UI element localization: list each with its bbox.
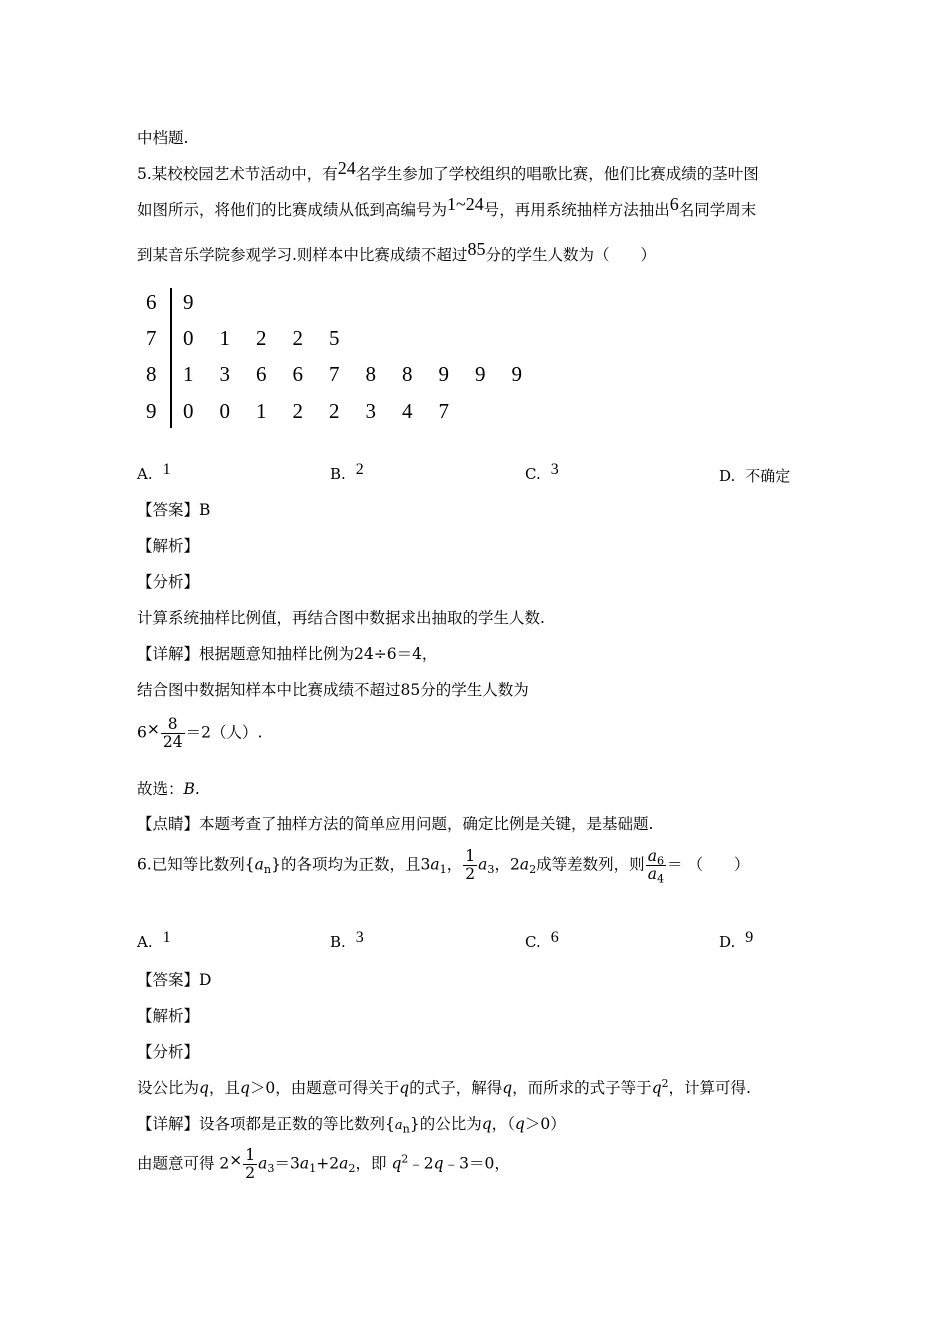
subscript: n (263, 862, 272, 876)
numerator (646, 848, 666, 866)
blank: （ ） (687, 855, 750, 874)
q5-answer: 【答案】B (137, 501, 211, 519)
leaf-value: 2 (256, 326, 267, 350)
leaf-value: 0 (219, 399, 230, 423)
leaf-value: 1 (183, 362, 194, 386)
leaf-value: 1 (256, 399, 267, 423)
leaf-value: 0 (183, 399, 194, 423)
leaf-value: 9 (511, 362, 522, 386)
q5-option-b[interactable] (330, 461, 364, 484)
leaf-value: 2 (292, 399, 303, 423)
leaf-value: 0 (183, 326, 194, 350)
q6-fenxi-text (137, 1078, 751, 1098)
leaf-value: 8 (365, 362, 376, 386)
q6-fenxi: 【分析】 (137, 1043, 200, 1061)
subscript: 3 (487, 862, 495, 876)
var: a (254, 855, 264, 874)
text: 分的学生人数为（ ） (485, 246, 656, 264)
text: 故选： (137, 780, 184, 798)
leaf-value: 3 (219, 362, 230, 386)
number: 1~24 (447, 194, 484, 214)
q6-option-a[interactable] (137, 929, 171, 952)
subscript: n (402, 1122, 410, 1136)
text: 成等差数列，则 (536, 855, 645, 874)
option-value: 2 (355, 461, 364, 478)
option-label: C. (525, 933, 541, 951)
leaf-value: 7 (438, 399, 449, 423)
text: ，且 (208, 1079, 240, 1097)
text: 到某音乐学院参观学习.则样本中比赛成绩不超过 (137, 246, 468, 264)
leaf-value: 6 (256, 362, 267, 386)
leaf-value: 1 (219, 326, 230, 350)
text: 号，再用系统抽样方法抽出 (483, 201, 670, 219)
choice: B. (183, 780, 200, 798)
q5-line-3 (137, 239, 656, 265)
option-label: D. (719, 467, 736, 485)
denominator: 2 (465, 865, 476, 884)
superscript: 2 (661, 1076, 669, 1090)
subscript: 4 (656, 872, 665, 886)
text: ＝2（人）. (185, 723, 263, 742)
option-value: 1 (162, 461, 171, 478)
times-sign: × (229, 1150, 243, 1169)
numerator: 1 (245, 1146, 256, 1164)
stem-value: 7 (146, 326, 157, 350)
text: 由题意可得 2 (137, 1154, 230, 1173)
var: a (339, 1154, 349, 1173)
var-q: q (514, 1115, 525, 1133)
text: ，2 (494, 855, 520, 874)
option-label: A. (137, 465, 153, 483)
option-value: 不确定 (745, 467, 791, 485)
var: a (394, 1118, 403, 1133)
text: 名学生参加了学校组织的唱歌比赛，他们比赛成绩的茎叶图 (355, 165, 759, 183)
stem-value: 9 (146, 399, 157, 423)
q5-jiexi: 【解析】 (137, 537, 200, 555)
leaf-value: 9 (183, 290, 194, 314)
q6-option-c[interactable] (525, 929, 559, 952)
subscript: 2 (348, 1161, 356, 1175)
subscript: 2 (529, 862, 537, 876)
q5-fenxi: 【分析】 (137, 573, 200, 591)
equals: ＝ (667, 855, 683, 874)
q5-comment: 【点睛】本题考查了抽样方法的简单应用问题，确定比例是关键，是基础题. (137, 815, 654, 833)
q5-line-1 (137, 158, 759, 184)
q6-option-d[interactable] (719, 929, 754, 952)
text: ，计算可得. (668, 1079, 751, 1097)
var-q: q (199, 1079, 209, 1097)
text: 名同学周末 (678, 201, 757, 219)
subscript: 3 (267, 1161, 275, 1175)
intro-line: 中档题. (137, 129, 189, 147)
option-label: B. (330, 465, 346, 483)
leaf-value: 4 (402, 399, 413, 423)
var: a (519, 855, 530, 874)
text: +2 (316, 1154, 340, 1173)
text: 的式子，解得 (409, 1079, 503, 1097)
denominator: 24 (162, 733, 183, 752)
text: ﹣3＝0， (443, 1154, 510, 1173)
subscript: 6 (656, 854, 665, 868)
numerator: 1 (465, 847, 476, 865)
var-q: q (239, 1079, 250, 1097)
q6-jiexi: 【解析】 (137, 1007, 200, 1025)
q6-answer: 【答案】D (137, 971, 212, 989)
leaf-value: 2 (329, 399, 340, 423)
q5-choose (137, 779, 200, 799)
fraction (161, 716, 185, 751)
fraction-half (463, 848, 477, 883)
times-sign: × (146, 719, 160, 738)
q5-detail-2: 结合图中数据知样本中比赛成绩不超过85分的学生人数为 (137, 681, 529, 699)
var: a (647, 865, 657, 884)
option-label: B. (330, 933, 346, 951)
q6-last (137, 1147, 510, 1182)
superscript: 2 (401, 1152, 409, 1166)
q5-detail: 【详解】根据题意知抽样比例为24÷6＝4， (137, 645, 438, 663)
leaf-value: 6 (292, 362, 303, 386)
var-q: q (399, 1079, 410, 1097)
numerator: 8 (161, 716, 185, 734)
var: a (258, 1154, 268, 1173)
leaf-value: 9 (475, 362, 486, 386)
stem-value: 6 (146, 290, 157, 314)
option-label: C. (525, 465, 541, 483)
subscript: 1 (439, 862, 447, 876)
number: 24 (337, 158, 356, 178)
leaf-value: 7 (329, 362, 340, 386)
leaf-value: 5 (329, 326, 340, 350)
var-q: q (651, 1079, 662, 1097)
stem-value: 8 (146, 362, 157, 386)
text: ＝3 (274, 1154, 300, 1173)
text: }的公比为 (409, 1115, 482, 1133)
text: 6 (137, 723, 147, 742)
denominator (646, 865, 666, 886)
var: a (478, 855, 488, 874)
leaf-value: 2 (292, 326, 303, 350)
fraction-a6-a4 (646, 847, 666, 886)
text: 【详解】设各项都是正数的等比数列{ (137, 1115, 395, 1133)
option-label: A. (137, 933, 153, 951)
q5-option-d[interactable] (719, 465, 790, 486)
fraction-half (243, 1147, 257, 1182)
q5-calc (137, 716, 262, 751)
var: a (430, 855, 440, 874)
text: ＞0，由题意可得关于 (249, 1079, 400, 1097)
option-value: 1 (162, 929, 171, 946)
denominator: 2 (245, 1164, 256, 1183)
q5-option-c[interactable] (525, 461, 559, 484)
text: ， (446, 855, 463, 874)
q5-fenxi-text: 计算系统抽样比例值，再结合图中数据求出抽取的学生人数. (137, 609, 545, 627)
text: 设公比为 (137, 1079, 200, 1097)
var-q: q (391, 1154, 402, 1173)
text: }的各项均为正数，且3 (271, 855, 431, 874)
option-label: D. (719, 933, 736, 951)
leaf-value: 3 (365, 399, 376, 423)
option-value: 3 (355, 929, 364, 946)
text: 如图所示，将他们的比赛成绩从低到高编号为 (137, 201, 448, 219)
q5-option-a[interactable] (137, 461, 171, 484)
var-q: q (502, 1079, 513, 1097)
q6-stem (137, 847, 750, 886)
subscript: 1 (309, 1161, 317, 1175)
leaf-value: 9 (438, 362, 449, 386)
q6-detail (137, 1114, 566, 1136)
q6-option-b[interactable] (330, 929, 364, 952)
text: ，即 (355, 1154, 387, 1173)
text: ＞0） (524, 1115, 566, 1133)
number: 6 (669, 194, 679, 214)
text: 5.某校校园艺术节活动中，有 (137, 165, 338, 183)
leaf-value: 8 (402, 362, 413, 386)
text: ﹣2 (408, 1154, 434, 1173)
option-value: 6 (550, 929, 559, 946)
text: ，而所求的式子等于 (512, 1079, 652, 1097)
stem-divider (170, 288, 172, 428)
var: a (299, 1154, 310, 1173)
var: a (647, 847, 657, 865)
text: ，（ (491, 1115, 515, 1133)
text: 6.已知等比数列{ (137, 855, 255, 874)
option-value: 9 (745, 929, 754, 946)
q5-line-2 (137, 194, 757, 220)
var-q: q (433, 1154, 444, 1173)
number: 85 (467, 239, 486, 259)
var-q: q (481, 1115, 492, 1133)
option-value: 3 (550, 461, 559, 478)
